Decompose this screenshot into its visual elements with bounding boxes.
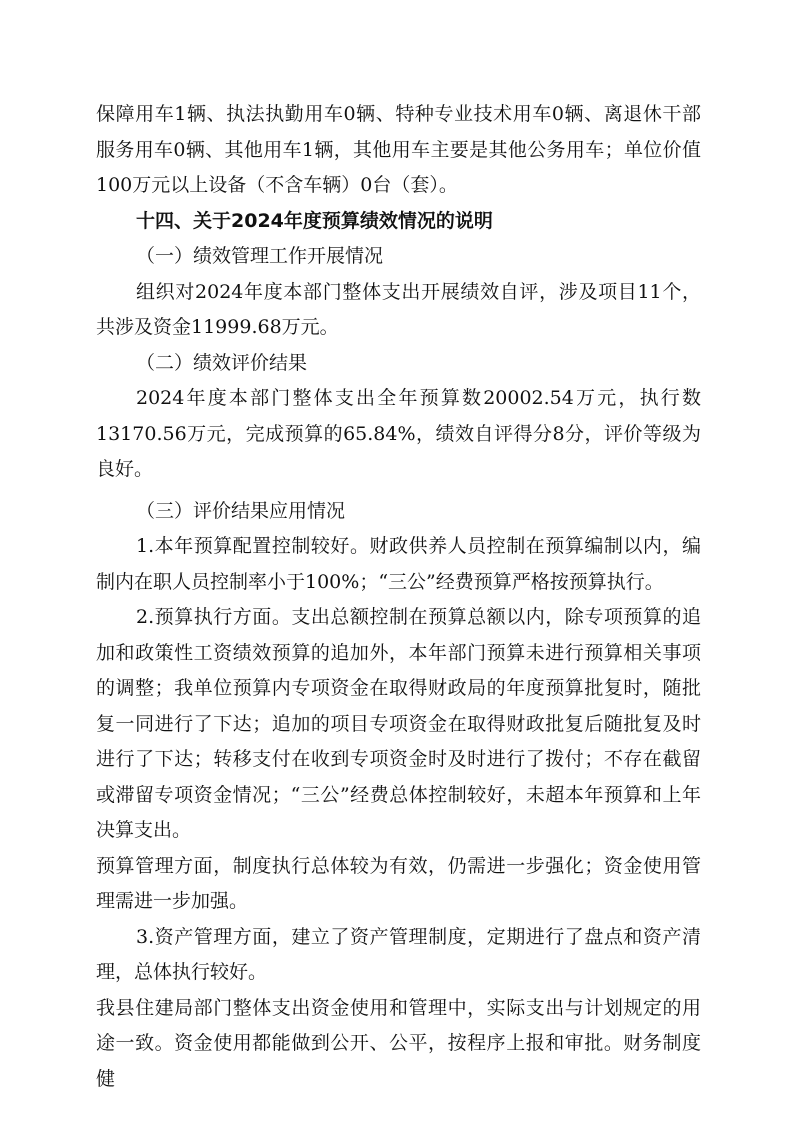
section-heading: 十四、关于2024年度预算绩效情况的说明 [136,209,493,232]
paragraph: 我县住建局部门整体支出资金使用和管理中，实际支出与计划规定的用途一致。资金使用都能做到公开、公平，按程序上报和审批。财务制度健 [96,996,701,1090]
subsection-heading: （二）绩效评价结果 [136,351,308,374]
subsection-heading: （一）绩效管理工作开展情况 [136,245,384,267]
paragraph: 2.预算执行方面。支出总额控制在预算总额以内，除专项预算的追加和政策性工资绩效预算的追加外，本年部门预算未进行预算相关事项的调整；我单位预算内专项资金在取得财政局的年度预算批复时，随批复一同进行了下达；追加的项目专项资金在取得财政批复后随批复及时进行了下达；转移支付在收到专项资金时及时进行了拨付；不存在截留或滞留专项资金情况；“三公”经费总体控制较好，未超本年预算和上年决算支出。 [96,606,701,841]
paragraph: 预算管理方面，制度执行总体较为有效，仍需进一步强化；资金使用管理需进一步加强。 [96,854,701,912]
paragraph: 2024年度本部门整体支出全年预算数20002.54万元，执行数13170.56万元，完成预算的65.84%，绩效自评得分8分，评价等级为良好。 [96,387,701,480]
paragraph: 3.资产管理方面，建立了资产管理制度，定期进行了盘点和资产清理，总体执行较好。 [96,925,701,983]
paragraph: 1.本年预算配置控制较好。财政供养人员控制在预算编制以内，编制内在职人员控制率小于100%；“三公”经费预算严格按预算执行。 [96,535,701,593]
paragraph: 保障用车1辆、执法执勤用车0辆、特种专业技术用车0辆、离退休干部服务用车0辆、其他用车1辆，其他用车主要是其他公务用车；单位价值100万元以上设备（不含车辆）0台（套）。 [96,103,701,196]
subsection-heading: （三）评价结果应用情况 [136,499,346,522]
document-page [96,97,701,1097]
paragraph: 组织对2024年度本部门整体支出开展绩效自评，涉及项目11个，共涉及资金11999.68万元。 [96,280,701,338]
